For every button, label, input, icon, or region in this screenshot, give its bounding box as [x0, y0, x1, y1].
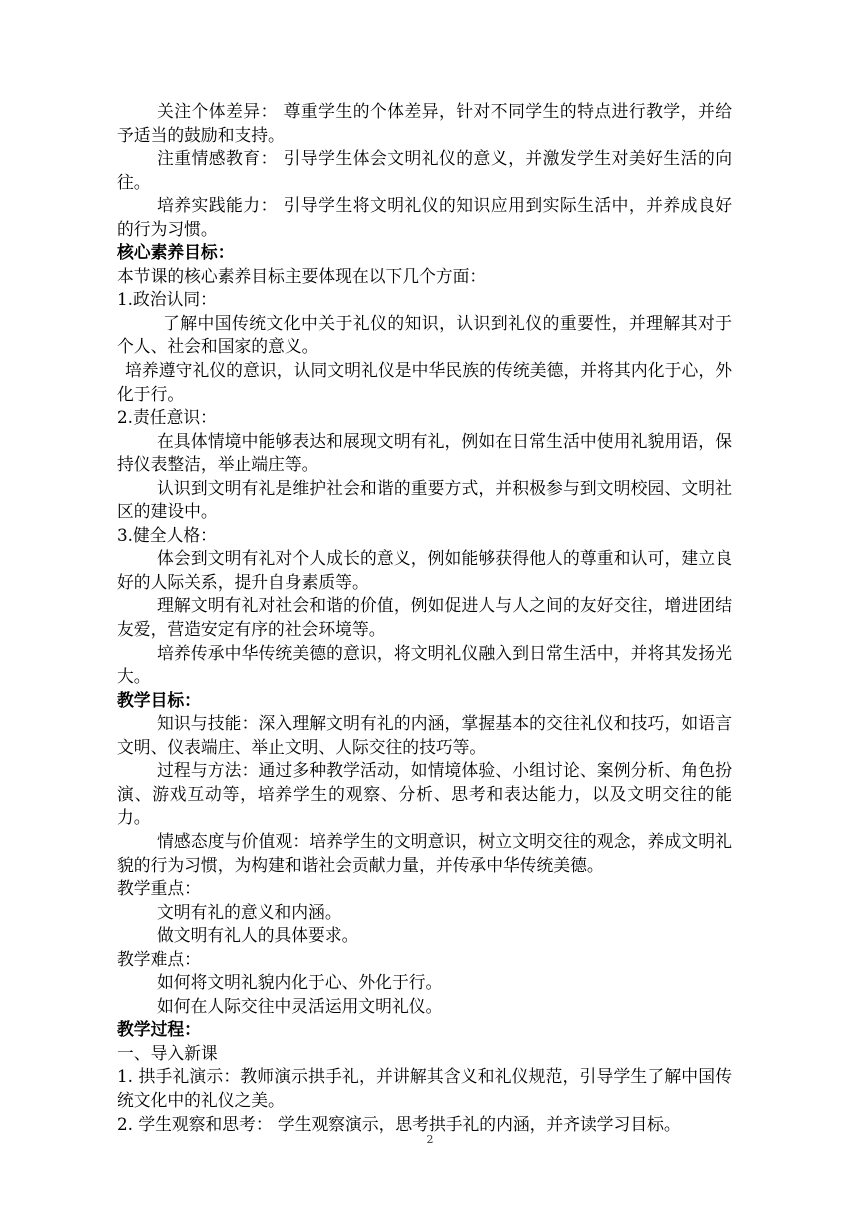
paragraph-core-literacy-intro: 本节课的核心素养目标主要体现在以下几个方面：	[117, 265, 487, 286]
paragraph-process-methods: 过程与方法：通过多种教学活动，如情境体验、小组讨论、案例分析、角色扮演、游戏互动等，培养学生的观察、分析、思考和表达能力，以及文明交往的能力。	[117, 760, 732, 828]
paragraph-difficulty-1: 如何将文明礼貌内化于心、外化于行。	[157, 972, 443, 993]
paragraph-political-identity-1: 了解中国传统文化中关于礼仪的知识，认识到礼仪的重要性，并理解其对于个人、社会和国家的意义。	[117, 312, 732, 357]
paragraph-individual-differences: 关注个体差异： 尊重学生的个体差异，针对不同学生的特点进行教学，并给予适当的鼓励和支持。	[117, 101, 732, 145]
heading-core-literacy-goals: 核心素养目标：	[117, 242, 235, 263]
subheading-key-points: 教学重点：	[117, 878, 201, 899]
subheading-difficulties: 教学难点：	[117, 948, 201, 969]
paragraph-personality-1: 体会到文明有礼对个人成长的意义，例如能够获得他人的尊重和认可，建立良好的人际关系，提升自身素质等。	[117, 548, 732, 592]
subheading-sound-personality: 3.健全人格：	[117, 524, 217, 545]
heading-teaching-goals: 教学目标：	[117, 689, 201, 710]
subheading-political-identity: 1.政治认同：	[117, 289, 217, 310]
paragraph-step-2: 2. 学生观察和思考： 学生观察演示，思考拱手礼的内涵，并齐读学习目标。	[117, 1113, 681, 1134]
document-body	[117, 100, 732, 1136]
paragraph-emotional-education: 注重情感教育： 引导学生体会文明礼仪的意义，并激发学生对美好生活的向往。	[117, 148, 732, 192]
page-number: 2	[426, 1133, 434, 1146]
paragraph-personality-3: 培养传承中华传统美德的意识，将文明礼仪融入到日常生活中，并将其发扬光大。	[117, 642, 732, 687]
paragraph-difficulty-2: 如何在人际交往中灵活运用文明礼仪。	[157, 995, 443, 1016]
paragraph-key-point-1: 文明有礼的意义和内涵。	[157, 901, 342, 922]
paragraph-knowledge-skills: 知识与技能：深入理解文明有礼的内涵，掌握基本的交往礼仪和技巧，如语言文明、仪表端庄、举止文明、人际交往的技巧等。	[117, 713, 732, 757]
paragraph-responsibility-2: 认识到文明有礼是维护社会和谐的重要方式，并积极参与到文明校园、文明社区的建设中。	[117, 477, 732, 522]
paragraph-practical-ability: 培养实践能力： 引导学生将文明礼仪的知识应用到实际生活中，并养成良好的行为习惯。	[117, 195, 732, 239]
subheading-introduction: 一、导入新课	[117, 1042, 218, 1063]
paragraph-political-identity-2: 培养遵守礼仪的意识，认同文明礼仪是中华民族的传统美德，并将其内化于心，外化于行。	[117, 360, 732, 404]
paragraph-responsibility-1: 在具体情境中能够表达和展现文明有礼，例如在日常生活中使用礼貌用语，保持仪表整洁，举止端庄等。	[117, 430, 732, 475]
heading-teaching-process: 教学过程：	[117, 1019, 201, 1040]
paragraph-emotion-values: 情感态度与价值观：培养学生的文明意识，树立文明交往的观念，养成文明礼貌的行为习惯，为构建和谐社会贡献力量，并传承中华传统美德。	[117, 830, 732, 875]
paragraph-step-1: 1. 拱手礼演示：教师演示拱手礼，并讲解其含义和礼仪规范，引导学生了解中国传统文化中的礼仪之美。	[117, 1066, 732, 1110]
paragraph-key-point-2: 做文明有礼人的具体要求。	[157, 925, 359, 946]
paragraph-personality-2: 理解文明有礼对社会和谐的价值，例如促进人与人之间的友好交往，增进团结友爱，营造安定有序的社会环境等。	[117, 595, 732, 640]
subheading-responsibility: 2.责任意识：	[117, 407, 217, 428]
